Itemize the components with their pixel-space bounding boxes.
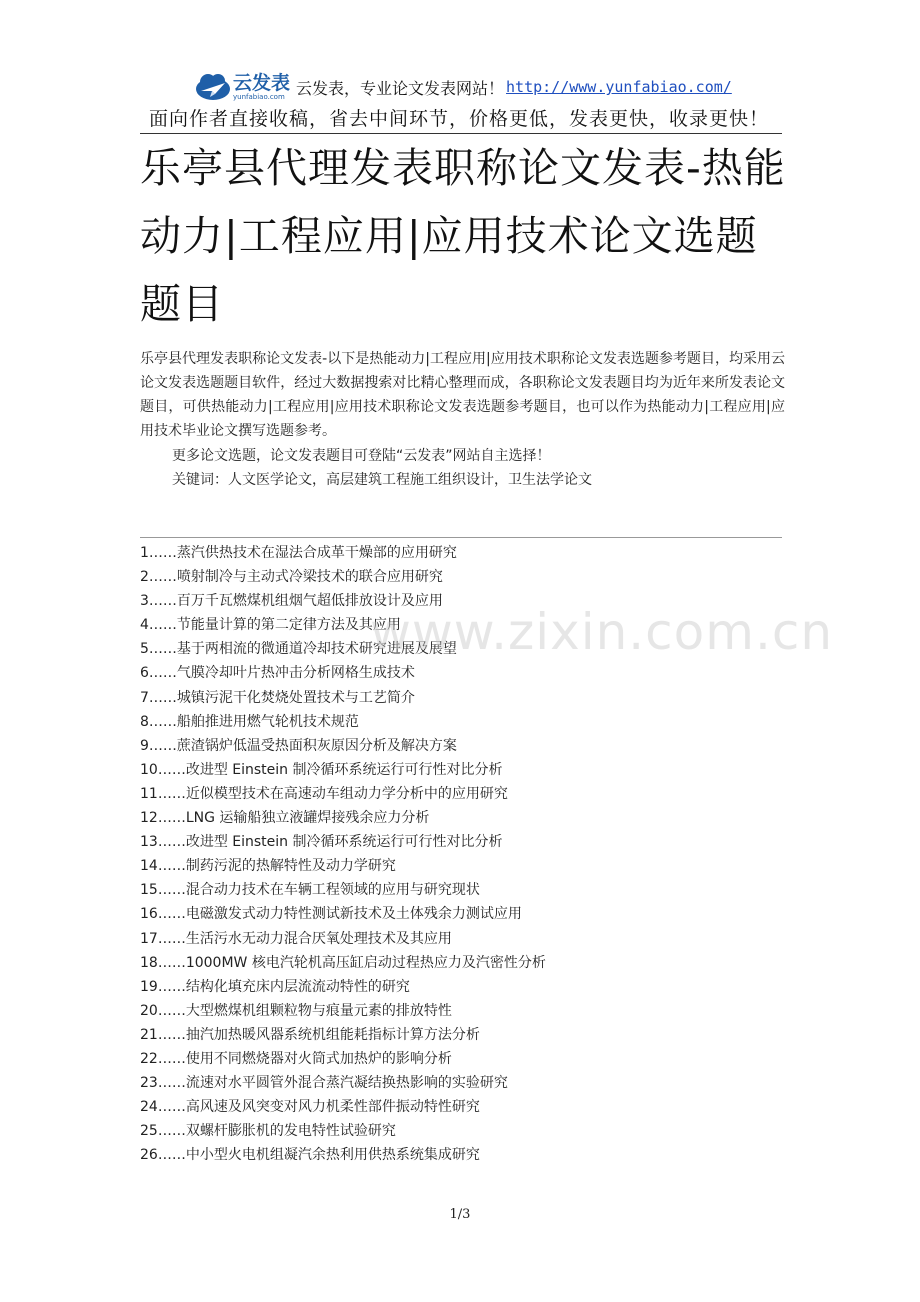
topic-item: 10……改进型 Einstein 制冷循环系统运行可行性对比分析	[140, 761, 503, 778]
more-topics-note: 更多论文选题，论文发表题目可登陆“云发表”网站自主选择！	[172, 448, 551, 464]
topic-item: 26……中小型火电机组凝汽余热利用供热系统集成研究	[140, 1147, 480, 1164]
topic-item: 18……1000MW 核电汽轮机高压缸启动过程热应力及汽密性分析	[140, 954, 546, 971]
topic-item: 16……电磁激发式动力特性测试新技术及土体残余力测试应用	[140, 906, 522, 923]
topic-item: 1……蒸汽供热技术在湿法合成革干燥部的应用研究	[140, 545, 457, 561]
document-title: 乐亭县代理发表职称论文发表-热能动力|工程应用|应用技术论文选题题目	[140, 144, 786, 328]
logo-url-text: yunfabiao.com	[233, 93, 285, 101]
topic-item: 4……节能量计算的第二定律方法及其应用	[140, 617, 401, 634]
site-slogan: 云发表，专业论文发表网站！	[296, 78, 505, 98]
site-link[interactable]: http://www.yunfabiao.com/	[506, 78, 732, 96]
topic-item: 3……百万千瓦燃煤机组烟气超低排放设计及应用	[140, 593, 443, 610]
topic-item: 6……气膜冷却叶片热冲击分析网格生成技术	[140, 665, 415, 682]
topic-item: 20……大型燃煤机组颗粒物与痕量元素的排放特性	[140, 1002, 452, 1019]
site-header	[195, 70, 732, 104]
watermark: www.zixin.com.cn	[370, 603, 834, 661]
topic-item: 13……改进型 Einstein 制冷循环系统运行可行性对比分析	[140, 834, 503, 851]
list-divider	[140, 537, 782, 538]
topic-item: 24……高风速及风突变对风力机柔性部件振动特性研究	[140, 1099, 480, 1116]
topic-item: 15……混合动力技术在车辆工程领域的应用与研究现状	[140, 882, 480, 899]
topic-item: 12……LNG 运输船独立液罐焊接残余应力分析	[140, 810, 430, 827]
topic-item: 14……制药污泥的热解特性及动力学研究	[140, 858, 396, 875]
topic-item: 5……基于两相流的微通道冷却技术研究进展及展望	[140, 641, 457, 658]
intro-paragraph: 乐亭县代理发表职称论文发表-以下是热能动力|工程应用|应用技术职称论文发表选题参考题目，均采用云论文发表选题题目软件，经过大数据搜索对比精心整理而成，各职称论文发表题目均为近年来所发表论文题目，可供热能动力|工程应用|应用技术职称论文发表选题参考题目，也可以作为热能动力|工程应用|应用技术毕业论文撰写选题参考。	[140, 351, 785, 439]
site-tagline: 面向作者直接收稿，省去中间环节，价格更低，发表更快，收录更快！	[149, 108, 770, 130]
topic-item: 9……蔗渣锅炉低温受热面积灰原因分析及解决方案	[140, 737, 457, 754]
topic-item: 2……喷射制冷与主动式冷梁技术的联合应用研究	[140, 569, 443, 586]
topic-item: 19……结构化填充床内层流流动特性的研究	[140, 978, 410, 995]
topic-item: 21……抽汽加热暖风器系统机组能耗指标计算方法分析	[140, 1026, 480, 1043]
page-number: 1/3	[449, 1207, 471, 1222]
topic-item: 23……流速对水平圆管外混合蒸汽凝结换热影响的实验研究	[140, 1075, 508, 1092]
topic-item: 17……生活污水无动力混合厌氧处理技术及其应用	[140, 930, 452, 947]
keywords-line: 关键词：人文医学论文，高层建筑工程施工组织设计，卫生法学论文	[172, 472, 592, 488]
logo-name: 云发表	[233, 72, 291, 94]
topic-item: 11……近似模型技术在高速动车组动力学分析中的应用研究	[140, 785, 508, 802]
topic-item: 8……船舶推进用燃气轮机技术规范	[140, 713, 359, 730]
topic-item: 7……城镇污泥干化焚烧处置技术与工艺简介	[140, 689, 415, 706]
site-logo[interactable]	[195, 72, 290, 102]
topic-item: 25……双螺杆膨胀机的发电特性试验研究	[140, 1123, 396, 1140]
cloud-plane-logo-icon	[195, 72, 231, 102]
topic-item: 22……使用不同燃烧器对火筒式加热炉的影响分析	[140, 1050, 452, 1067]
